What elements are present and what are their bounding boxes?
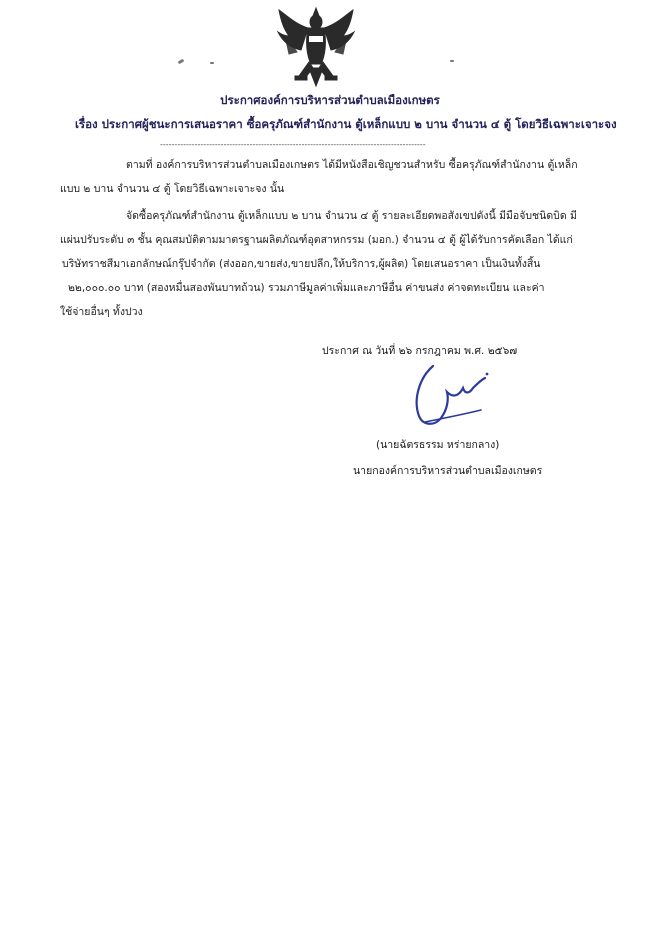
paragraph-2-line-1: จัดซื้อครุภัณฑ์สำนักงาน ตู้เหล็กแบบ ๒ บาน จำนวน ๔ ตู้ รายละเอียดพอสังเขปดังนี้ มีมือจับชนิดบิด มี — [126, 210, 577, 222]
signatory-title: นายกองค์การบริหารส่วนตำบลเมืองเกษตร — [353, 465, 543, 477]
scan-speck — [178, 59, 185, 65]
announcement-title: ประกาศองค์การบริหารส่วนตำบลเมืองเกษตร — [220, 93, 440, 107]
garuda-emblem-icon — [275, 6, 357, 90]
scan-speck — [210, 62, 214, 64]
paragraph-1-line-1: ตามที่ องค์การบริหารส่วนตำบลเมืองเกษตร ได้มีหนังสือเชิญชวนสำหรับ ซื้อครุภัณฑ์สำนักงาน ตู้เหล็ก — [126, 159, 578, 171]
paragraph-1-line-2: แบบ ๒ บาน จำนวน ๔ ตู้ โดยวิธีเฉพาะเจาะจง นั้น — [60, 183, 285, 195]
signatory-name: (นายฉัตรธรรม หร่ายกลาง) — [376, 439, 500, 451]
divider: -------------------------------------------------------------------------------------------- — [160, 140, 426, 149]
paragraph-2-line-5: ใช้จ่ายอื่นๆ ทั้งปวง — [60, 306, 143, 318]
paragraph-2-line-4: ๒๒,๐๐๐.๐๐ บาท (สองหมื่นสองพันบาทถ้วน) รวมภาษีมูลค่าเพิ่มและภาษีอื่น ค่าขนส่ง ค่าจดทะเบียน และค่า — [68, 282, 545, 294]
announcement-date: ประกาศ ณ วันที่ ๒๖ กรกฎาคม พ.ศ. ๒๕๖๗ — [322, 345, 518, 357]
announcement-subject: เรื่อง ประกาศผู้ชนะการเสนอราคา ซื้อครุภัณฑ์สำนักงาน ตู้เหล็กแบบ ๒ บาน จำนวน ๔ ตู้ โดยวิธีเฉพาะเจาะจง — [75, 117, 617, 131]
paragraph-2-line-2: แผ่นปรับระดับ ๓ ชั้น คุณสมบัติตามมาตรฐานผลิตภัณฑ์อุตสาหกรรม (มอก.) จำนวน ๔ ตู้ ผู้ได้รับการคัดเลือก ได้แก่ — [60, 234, 573, 246]
scan-speck — [450, 60, 454, 62]
paragraph-2-line-3: บริษัทราชสีมาเอกลักษณ์กรุ๊ปจำกัด (ส่งออก,ขายส่ง,ขายปลีก,ให้บริการ,ผู้ผลิต) โดยเสนอราคา เป็นเงินทั้งสิ้น — [62, 258, 541, 270]
signature-icon — [405, 360, 495, 430]
